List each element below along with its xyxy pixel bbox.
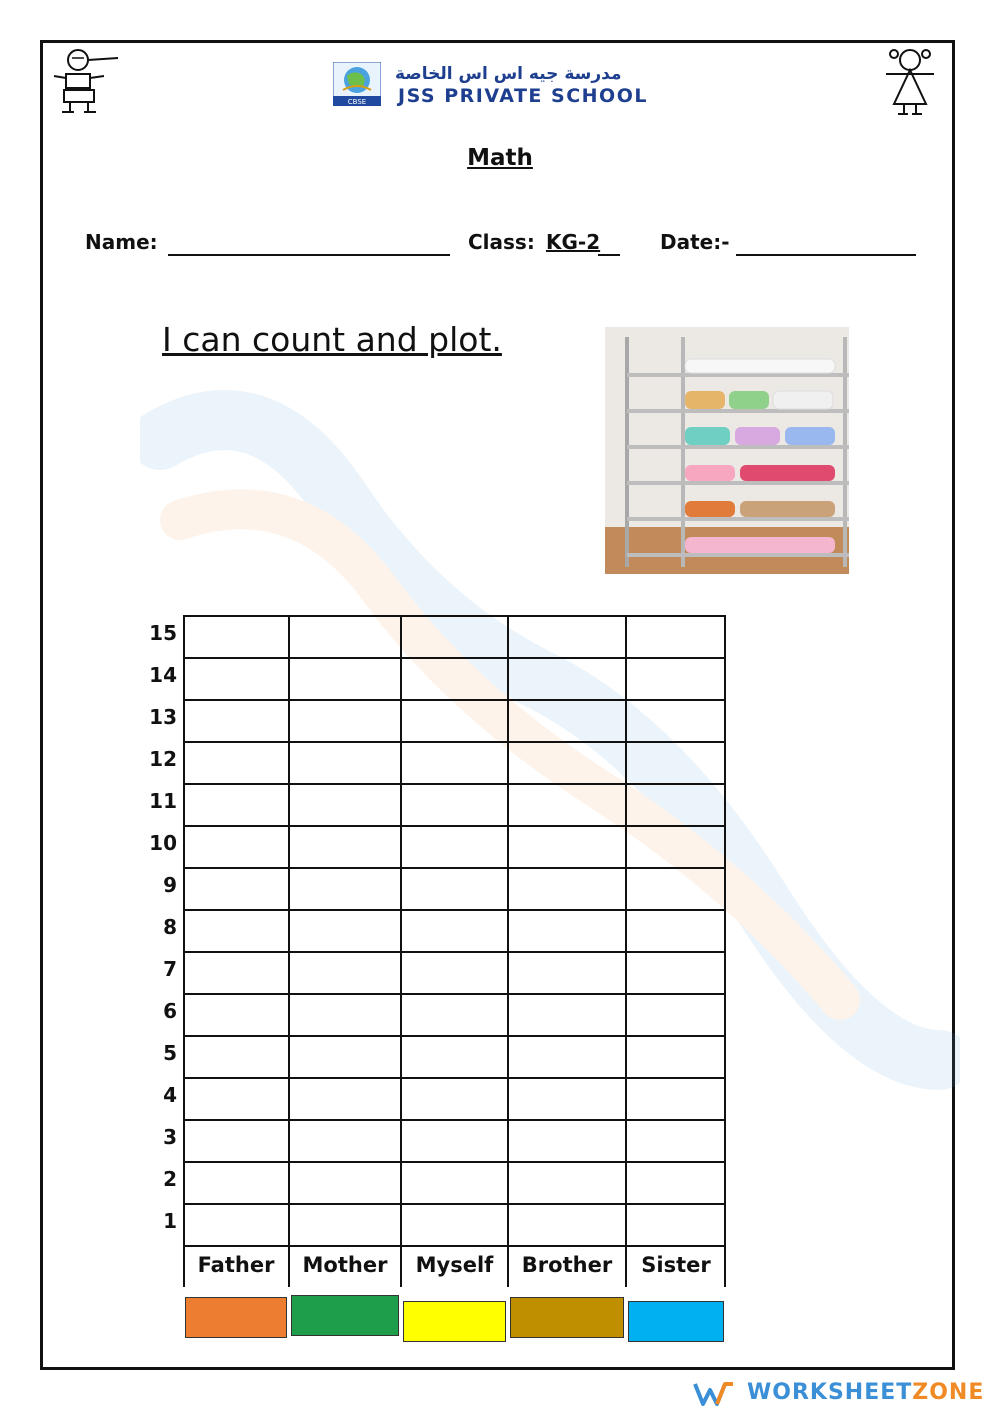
category-label-myself: Myself bbox=[415, 1253, 494, 1277]
worksheetzone-brand[interactable] bbox=[747, 1380, 984, 1405]
worksheetzone-logo-icon bbox=[693, 1380, 735, 1408]
shoe-rack-photo bbox=[605, 327, 849, 574]
y-tick-label: 11 bbox=[149, 789, 177, 813]
y-tick-label: 7 bbox=[163, 957, 177, 981]
subject-title: Math bbox=[467, 145, 533, 171]
school-name-arabic: مدرسة جيه اس اس الخاصة bbox=[395, 64, 622, 84]
class-value: KG-2 bbox=[546, 230, 601, 254]
y-tick-label: 12 bbox=[149, 747, 177, 771]
brand-part-zone: ZONE bbox=[912, 1380, 985, 1405]
boy-figure-icon bbox=[52, 46, 124, 118]
date-field[interactable] bbox=[736, 254, 916, 256]
color-swatch-myself bbox=[403, 1301, 506, 1342]
y-tick-label: 10 bbox=[149, 831, 177, 855]
date-label: Date:- bbox=[660, 230, 730, 254]
category-label-mother: Mother bbox=[302, 1253, 388, 1277]
category-label-brother: Brother bbox=[521, 1253, 613, 1277]
class-label: Class: bbox=[468, 230, 535, 254]
y-tick-label: 4 bbox=[163, 1083, 177, 1107]
category-label-father: Father bbox=[197, 1253, 275, 1277]
plot-grid[interactable] bbox=[183, 615, 726, 1287]
category-label-sister: Sister bbox=[641, 1253, 711, 1277]
name-field[interactable] bbox=[168, 254, 450, 256]
girl-figure-icon bbox=[880, 46, 946, 118]
class-underline bbox=[598, 254, 620, 256]
color-swatch-father bbox=[185, 1297, 287, 1338]
emblem-badge-text: CBSE bbox=[347, 98, 367, 106]
color-swatch-mother bbox=[291, 1295, 399, 1336]
y-tick-label: 14 bbox=[149, 663, 177, 687]
brand-part-worksheet: WORKSHEET bbox=[747, 1380, 913, 1405]
name-label: Name: bbox=[85, 230, 158, 254]
y-tick-label: 5 bbox=[163, 1041, 177, 1065]
school-emblem-icon bbox=[333, 62, 381, 106]
y-tick-label: 8 bbox=[163, 915, 177, 939]
color-swatch-sister bbox=[628, 1301, 724, 1342]
y-tick-label: 9 bbox=[163, 873, 177, 897]
color-swatch-brother bbox=[510, 1297, 624, 1338]
y-tick-label: 6 bbox=[163, 999, 177, 1023]
y-tick-label: 15 bbox=[149, 621, 177, 645]
school-name-english: JSS PRIVATE SCHOOL bbox=[398, 85, 648, 107]
y-tick-label: 3 bbox=[163, 1125, 177, 1149]
y-tick-label: 2 bbox=[163, 1167, 177, 1191]
y-tick-label: 13 bbox=[149, 705, 177, 729]
y-tick-label: 1 bbox=[163, 1209, 177, 1233]
worksheet-heading: I can count and plot. bbox=[162, 320, 502, 359]
